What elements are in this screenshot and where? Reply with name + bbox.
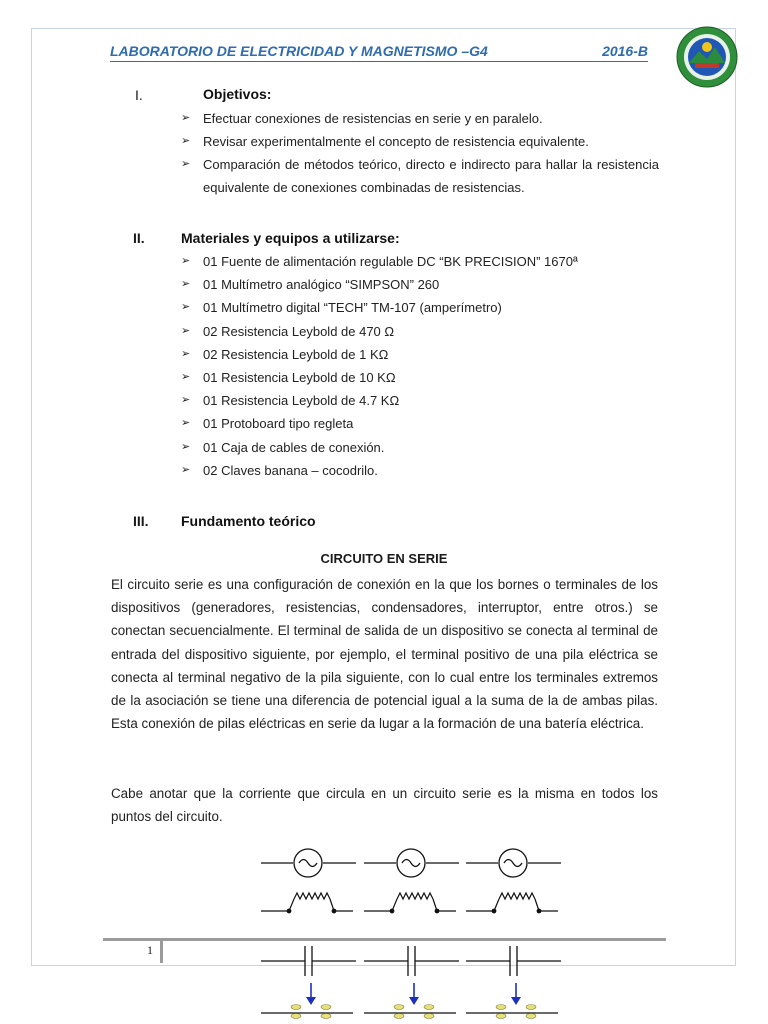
capacitor-icon	[364, 946, 459, 976]
capacitor-icon	[466, 946, 561, 976]
arrow-bullet-icon: ➢	[181, 394, 191, 407]
capacitor-icon	[261, 946, 356, 976]
inductor-icon	[466, 893, 558, 913]
list-item: ➢ 02 Claves banana – cocodrilo.	[181, 459, 659, 482]
ac-source-row	[261, 849, 561, 877]
arrow-bullet-icon: ➢	[181, 370, 191, 383]
subsection-title: CIRCUITO EN SERIE	[320, 551, 448, 566]
capacitor-row	[261, 946, 561, 976]
materials-list	[181, 250, 659, 482]
arrow-bullet-icon: ➢	[181, 112, 191, 124]
footer-divider-tick	[160, 941, 163, 963]
ac-source-icon	[261, 849, 356, 877]
theory-paragraph-2: Cabe anotar que la corriente que circula en un circuito serie es la misma en todos los puntos del circuito.	[111, 786, 658, 825]
list-item: ➢ Comparación de métodos teórico, directo e indirecto para hallar la resistencia equivalente de conexiones combinadas de resistencias.	[181, 153, 659, 199]
page-number: 1	[147, 943, 153, 957]
section-title-theory: Fundamento teórico	[181, 513, 316, 529]
arrow-bullet-icon: ➢	[181, 135, 191, 148]
contact-arrow-icon	[364, 983, 456, 1019]
arrow-bullet-icon: ➢	[181, 417, 191, 430]
university-seal-icon	[675, 25, 739, 89]
series-circuit-diagram	[256, 843, 566, 1024]
list-item: ➢ 01 Fuente de alimentación regulable DC “BK PRECISION” 1670ª	[181, 250, 659, 273]
inductor-row	[261, 893, 558, 913]
list-item: ➢ 01 Protoboard tipo regleta	[181, 412, 659, 435]
list-item: ➢ 01 Multímetro analógico “SIMPSON” 260	[181, 273, 659, 296]
section-numeral-theory: III.	[133, 513, 149, 529]
contact-row	[261, 983, 558, 1019]
section-title-objectives: Objetivos:	[203, 86, 272, 102]
arrow-bullet-icon: ➢	[181, 278, 191, 291]
page-header	[110, 43, 648, 62]
arrow-bullet-icon: ➢	[181, 158, 191, 171]
arrow-bullet-icon: ➢	[181, 463, 191, 476]
ac-source-icon	[364, 849, 459, 877]
objectives-list	[181, 107, 659, 199]
section-numeral-materials: II.	[133, 230, 145, 246]
list-item: ➢ 01 Caja de cables de conexión.	[181, 436, 659, 459]
inductor-icon	[261, 893, 353, 913]
inductor-icon	[364, 893, 456, 913]
section-title-materials: Materiales y equipos a utilizarse:	[181, 230, 400, 246]
contact-arrow-icon	[261, 983, 353, 1019]
arrow-bullet-icon: ➢	[181, 301, 191, 314]
theory-paragraph-1: El circuito serie es una configuración de conexión en la que los bornes o terminales de los dispositivos (generadores, resistencias, condensadores, interruptor, entre otros.) se conectan secuencialmente. El terminal de salida de un dispositivo se conecta al terminal de entrada del dispositivo siguiente, por ejemplo, el terminal positivo de una pila eléctrica se conecta al terminal negativo de la pila siguiente, con lo cual entre los terminales extremos de la asociación se tiene una diferencia de potencial igual a la suma de la de ambas pilas. Esta conexión de pilas eléctricas en serie da lugar a la formación de una batería eléctrica.	[111, 577, 658, 732]
list-item: ➢ Revisar experimentalmente el concepto de resistencia equivalente.	[181, 130, 659, 153]
list-item: ➢ 01 Resistencia Leybold de 4.7 KΩ	[181, 389, 659, 412]
header-title: LABORATORIO DE ELECTRICIDAD Y MAGNETISMO –G4	[110, 43, 488, 59]
contact-arrow-icon	[466, 983, 558, 1019]
list-item: ➢ 01 Resistencia Leybold de 10 KΩ	[181, 366, 659, 389]
list-item: ➢ 01 Multímetro digital “TECH” TM-107 (amperímetro)	[181, 296, 659, 319]
list-item: ➢ 02 Resistencia Leybold de 470 Ω	[181, 320, 659, 343]
arrow-bullet-icon: ➢	[181, 347, 191, 360]
header-year: 2016-B	[602, 43, 648, 59]
arrow-bullet-icon: ➢	[181, 324, 191, 337]
arrow-bullet-icon: ➢	[181, 255, 191, 267]
arrow-bullet-icon: ➢	[181, 440, 191, 453]
ac-source-icon	[466, 849, 561, 877]
list-item: ➢ Efectuar conexiones de resistencias en serie y en paralelo.	[181, 107, 659, 130]
section-numeral-objectives: I.	[135, 87, 143, 103]
footer-divider	[103, 938, 666, 941]
list-item: ➢ 02 Resistencia Leybold de 1 KΩ	[181, 343, 659, 366]
